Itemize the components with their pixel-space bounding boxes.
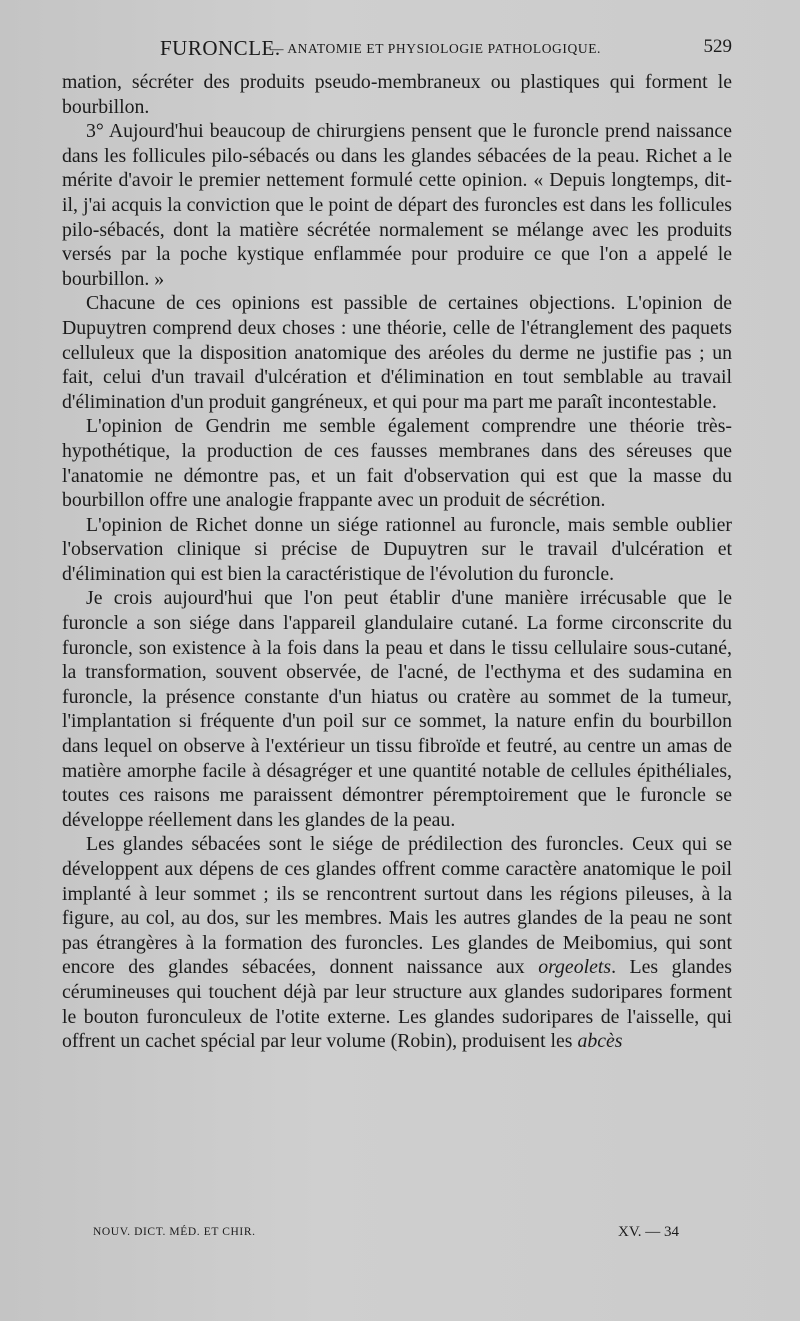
paragraph-sebaceous-glands [62, 832, 732, 1053]
running-title: FURONCLE. [160, 36, 281, 60]
paragraph-gendrin: L'opinion de Gendrin me semble également comprendre une théorie très-hypothétique, la production de ces fausses membranes dans des séreuses que l'anatomie ne démontre pas, et un fait d'observation qui est que la masse du bourbillon offre une analogie frappante avec un produit de sécrétion. [62, 415, 732, 512]
body-text [62, 70, 732, 1054]
running-header [160, 36, 732, 64]
paragraph-richet-opinion: L'opinion de Richet donne un siége rationnel au furoncle, mais semble oublier l'observation clinique si précise de Dupuytren sur le travail d'ulcération et d'élimination qui est bien la caractéristique de l'évolution du furoncle. [62, 513, 732, 585]
italic-term-orgeolets: orgeolets [538, 956, 612, 979]
page-number: 529 [703, 36, 732, 57]
paragraph-objections: Chacune de ces opinions est passible de certaines objections. L'opinion de Dupuytren comprend deux choses : une théorie, celle de l'étranglement des paquets celluleux que la disposition anatomique des aréoles du derme ne justifie pas ; un fait, celui d'un travail d'ulcération et d'élimination en tout semblable au travail d'élimination d'un produit gangréneux, et qui pour ma part me paraît incontestable. [62, 292, 732, 413]
paragraph-continuation: mation, sécréter des produits pseudo-membraneux ou plastiques qui forment le bourbillon. [62, 71, 732, 118]
text-run: Les glandes sébacées sont le siége de prédilection des furoncles. Ceux qui se développent aux dépens de ces glandes offrent comme caractère anatomique le poil implanté à leur sommet ; ils se rencontrent surtout dans les régions pileuses, à la figure, au col, au dos, sur les membres. Mais les autres glandes de la peau ne sont pas étrangères à la formation des furoncles. Les glandes de Meibomius, qui sont encore des glandes sébacées, donnent naissance aux [62, 833, 732, 979]
footer-volume: XV. — 34 [618, 1224, 679, 1240]
text-run: . Les glandes cérumineuses qui touchent déjà par leur structure aux glandes sudoripares forment le bouton furonculeux de l'otite externe. Les glandes sudoripares de l'aisselle, qui offrent un cachet spécial par leur volume (Robin), produisent les [62, 956, 732, 1053]
italic-term-abces: abcès [577, 1030, 623, 1053]
paragraph-author-view: Je crois aujourd'hui que l'on peut établir d'une manière irrécusable que le furoncle a son siége dans l'appareil glandulaire cutané. La forme circonscrite du furoncle, son existence à la fois dans la peau et dans le tissu cellulaire sous-cutané, la transformation, souvent observée, de l'acné, de l'ecthyma et des sudamina en furoncle, la présence constante d'un hiatus ou cratère au sommet de la tumeur, l'implantation si fréquente d'un poil sur ce sommet, la nature enfin du bourbillon dans lequel on observe à l'extérieur un tissu fibroïde et feutré, au centre un amas de matière amorphe facile à désagréger et une quantité notable de cellules épithéliales, toutes ces raisons me paraissent démontrer péremptoirement que le furoncle se développe réellement dans les glandes de la peau. [62, 587, 732, 831]
footer-signature: NOUV. DICT. MÉD. ET CHIR. [93, 1226, 256, 1238]
paragraph-richet-theory: 3° Aujourd'hui beaucoup de chirurgiens pensent que le furoncle prend naissance dans les follicules pilo-sébacés ou dans les glandes sébacées de la peau. Richet a le mérite d'avoir le premier nettement formulé cette opinion. « Depuis longtemps, dit-il, j'ai acquis la conviction que le point de départ des furoncles est dans les follicules pilo-sébacés, dont la matière sécrétée normalement se mélange avec les produits versés par la poche kystique enflammée pour produire ce que l'on a appelé le bourbillon. » [62, 120, 732, 290]
running-subtitle: — ANATOMIE ET PHYSIOLOGIE PATHOLOGIQUE. [270, 41, 602, 56]
page-footer [93, 1224, 679, 1244]
